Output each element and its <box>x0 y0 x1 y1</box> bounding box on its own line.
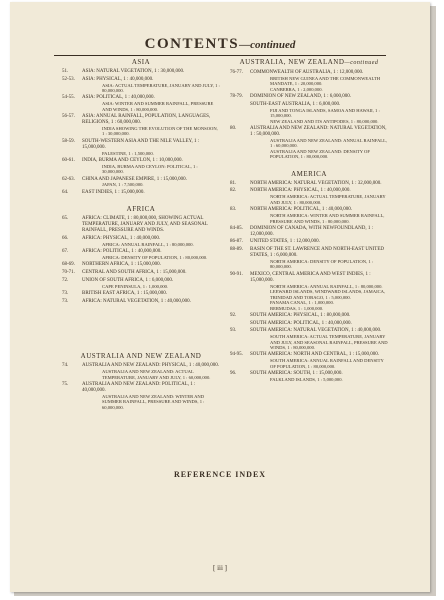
entry-subtitle: BRITISH NEW GUINEA AND THE COMMONWEALTH MANDATE, 1 : 20,000,000. <box>270 75 381 87</box>
contents-entry <box>230 226 388 238</box>
entry-plate-number: 66. <box>62 235 69 241</box>
entry-subtitle: LEEWARD ISLANDS, WINDWARD ISLANDS, JAMAICA, TRINIDAD AND TOBAGO, 1 : 5,000,000. <box>270 289 386 300</box>
entry-title: NORTH AMERICA: NATURAL VEGETATION, 1 : 32,000,000. <box>250 180 382 186</box>
entry-plate-number: 96. <box>230 371 237 377</box>
contents-entry <box>62 77 220 94</box>
entry-plate-number: 54-55. <box>62 95 75 101</box>
contents-entry <box>62 363 220 380</box>
contents-entry <box>62 270 220 276</box>
entry-title: SOUTH AMERICA: NATURAL VEGETATION, 1 : 40,000,000. <box>250 328 382 334</box>
entry-plate-number: 78-79. <box>230 94 243 100</box>
entry-title: CHINA AND JAPANESE EMPIRE, 1 : 15,000,000. <box>82 176 187 182</box>
entry-subtitle: INDIA, BURMA AND CEYLON: POLITICAL, 1 : 30,000,000. <box>102 163 198 175</box>
entry-title: UNITED STATES, 1 : 12,000,000. <box>250 239 320 245</box>
contents-entry <box>62 382 220 410</box>
entry-title: SOUTH AMERICA: SOUTH, 1 : 15,000,000. <box>250 371 343 377</box>
contents-entry <box>230 321 388 327</box>
contents-entry <box>62 139 220 156</box>
contents-entry <box>62 216 220 234</box>
contents-entry <box>62 249 220 260</box>
section-title-australia-nz: AUSTRALIA, NEW ZEALAND <box>239 58 345 66</box>
entry-plate-number: 75. <box>62 382 69 388</box>
entry-plate-number: 74. <box>62 363 69 369</box>
entry-plate-number: 93. <box>230 328 237 334</box>
entry-subtitle: AUSTRALIA AND NEW ZEALAND: ANNUAL RAINFALL, 1 : 60,000,000. <box>270 137 388 149</box>
entry-subtitle: CAPE PENINSULA, 1 : 1,000,000. <box>102 283 169 289</box>
entry-title: AFRICA: POLITICAL, 1 : 40,000,000. <box>82 249 162 255</box>
entry-title: AFRICA: CLIMATE, 1 : 80,000,000, SHOWING ACTUAL TEMPERATURE, JANUARY AND JULY, AND SEASONAL RAINFALL, PRESSURE AND WINDS. <box>82 216 208 234</box>
entry-subtitle: NORTH AMERICA: ANNUAL RAINFALL, 1 : 80,000,000. <box>270 283 383 289</box>
entry-plate-number: 58-59. <box>62 138 75 144</box>
entry-title: DOMINION OF CANADA, WITH NEWFOUNDLAND, 1 : 12,000,000. <box>250 225 373 237</box>
entry-plate-number: 73. <box>62 290 69 296</box>
entry-plate-number: 52-53. <box>62 76 75 82</box>
entry-plate-number: 81. <box>230 180 237 186</box>
title-continued: —continued <box>239 39 296 51</box>
entry-subtitle: NORTH AMERICA: DENSITY OF POPULATION, 1 : 80,000,000. <box>270 258 374 270</box>
contents-entry <box>62 291 220 297</box>
contents-entry <box>230 102 388 124</box>
entry-title: SOUTH AMERICA: POLITICAL, 1 : 40,000,000. <box>250 320 352 326</box>
section-title-africa: AFRICA <box>126 205 156 214</box>
entry-title: CENTRAL AND SOUTH AFRICA, 1 : 15,000,000. <box>82 270 187 276</box>
entry-title: SOUTH AMERICA: NORTH AND CENTRAL, 1 : 15,000,000. <box>250 352 380 358</box>
left-column <box>62 58 220 412</box>
contents-entry <box>230 207 388 224</box>
contents-entry <box>62 299 220 305</box>
entry-subtitle: PANAMA CANAL, 1 : 1,000,000. <box>270 300 334 306</box>
entry-plate-number: 72. <box>62 277 69 283</box>
entry-title: AUSTRALIA AND NEW ZEALAND: NATURAL VEGETATION, 1 : 50,000,000. <box>250 126 387 138</box>
entry-subtitle: CANBERRA, 1 : 2,000,000. <box>270 86 323 92</box>
entry-subtitle: SOUTH AMERICA: ACTUAL TEMPERATURE, JANUARY AND JULY, AND SEASONAL RAINFALL, PRESSURE AND WINDS, 1 : 80,000,000. <box>270 334 388 351</box>
entry-plate-number: 60-61. <box>62 157 75 163</box>
entry-title: ASIA: ANNUAL RAINFALL, POPULATION, LANGUAGES, RELIGIONS, 1 : 60,000,000. <box>82 114 211 126</box>
entry-plate-number: 51. <box>62 69 69 74</box>
contents-entry <box>230 188 388 205</box>
right-column <box>230 58 388 384</box>
title-rule <box>54 55 386 56</box>
title-text: CONTENTS <box>144 36 240 52</box>
contents-entry <box>230 272 388 311</box>
entry-plate-number: 90-91. <box>230 271 243 277</box>
entry-title: AUSTRALIA AND NEW ZEALAND: PHYSICAL, 1 : 40,000,000. <box>82 363 219 369</box>
entry-subtitle: SOUTH AMERICA: ANNUAL RAINFALL AND DENSITY OF POPULATION, 1 : 80,000,000. <box>270 358 384 369</box>
contents-entry <box>62 278 220 289</box>
entry-title: ASIA: NATURAL VEGETATION, 1 : 30,000,000. <box>82 69 185 74</box>
section-title-australia: AUSTRALIA AND NEW ZEALAND <box>80 352 202 361</box>
entry-plate-number: 92. <box>230 312 237 318</box>
entry-plate-number: 83. <box>230 207 237 213</box>
page-title <box>10 36 430 53</box>
entry-plate-number: 68-69. <box>62 262 75 268</box>
document-page <box>10 2 430 592</box>
section-title-america: AMERICA <box>291 169 327 178</box>
entry-subtitle: INDIA SHOWING THE EVOLUTION OF THE MONSOON, 1 : 30,000,000. <box>102 125 218 137</box>
entry-title: MEXICO, CENTRAL AMERICA AND WEST INDIES, 1 : 15,000,000. <box>250 271 371 283</box>
entry-list-america <box>230 181 388 383</box>
entry-plate-number: 70-71. <box>62 270 75 276</box>
entry-title: AFRICA: PHYSICAL, 1 : 40,000,000. <box>82 235 161 241</box>
entry-plate-number: 65. <box>62 216 69 222</box>
entry-subtitle: BERMUDAS, 1 : 1,000,000. <box>270 305 324 311</box>
contents-entry <box>230 181 388 187</box>
contents-entry <box>62 236 220 247</box>
contents-entry <box>230 94 388 100</box>
entry-subtitle: FALKLAND ISLANDS, 1 : 5,000,000. <box>270 377 343 383</box>
entry-subtitle: AUSTRALIA AND NEW ZEALAND: WINTER AND SUMMER RAINFALL, PRESSURE AND WINDS, 1 : 60,000,000. <box>102 393 205 410</box>
entry-plate-number: 88-89. <box>230 247 243 253</box>
entry-title: ASIA: PHYSICAL, 1 : 40,000,000. <box>82 76 154 82</box>
entry-subtitle: JAPAN, 1 : 7,500,000. <box>102 182 144 188</box>
entry-subtitle: FIJI AND TONGA ISLANDS, SAMOA AND HAWAII, 1 : 15,000,000. <box>270 107 380 119</box>
contents-entry <box>230 313 388 319</box>
contents-entry <box>62 177 220 188</box>
entry-subtitle: PALESTINE, 1 : 1,500,000. <box>102 150 154 156</box>
contents-entry <box>230 352 388 369</box>
contents-entry <box>62 114 220 137</box>
entry-title: BRITISH EAST AFRICA, 1 : 15,000,000. <box>82 290 168 296</box>
contents-entry <box>62 158 220 175</box>
entry-subtitle: AUSTRALIA AND NEW ZEALAND: ACTUAL TEMPERATURE, JANUARY AND JULY, 1 : 60,000,000. <box>102 369 211 380</box>
entry-title: INDIA, BURMA AND CEYLON, 1 : 10,000,000. <box>82 157 183 163</box>
entry-plate-number: 67. <box>62 249 69 255</box>
entry-title: NORTH AMERICA: POLITICAL, 1 : 40,000,000. <box>250 207 353 213</box>
entry-plate-number: 73. <box>62 298 69 304</box>
entry-title: AUSTRALIA AND NEW ZEALAND: POLITICAL, 1 : 40,000,000. <box>82 382 196 393</box>
entry-plate-number: 56-57. <box>62 114 75 120</box>
entry-title: BASIN OF THE ST. LAWRENCE AND NORTH-EAST UNITED STATES, 1 : 6,000,000. <box>250 247 385 259</box>
entry-plate-number: 94-95. <box>230 352 243 358</box>
entry-plate-number: 84-85. <box>230 225 243 231</box>
entry-plate-number: 80. <box>230 126 237 132</box>
entry-plate-number: 64. <box>62 189 69 195</box>
entry-title: EAST INDIES, 1 : 15,000,000. <box>82 189 145 195</box>
entry-title: UNION OF SOUTH AFRICA, 1 : 6,000,000. <box>82 277 174 283</box>
entry-title: SOUTH AMERICA: PHYSICAL, 1 : 80,000,000. <box>250 312 351 318</box>
contents-entry <box>62 190 220 196</box>
entry-plate-number: 62-63. <box>62 176 75 182</box>
contents-entry <box>62 262 220 268</box>
contents-entry <box>230 239 388 245</box>
section-title-asia: ASIA <box>131 58 151 66</box>
entry-subtitle: AFRICA: ANNUAL RAINFALL, 1 : 80,000,000. <box>102 241 194 247</box>
section-title-australia-continued <box>230 58 388 68</box>
contents-entry <box>230 126 388 160</box>
entry-list-asia <box>62 69 220 196</box>
contents-entry <box>230 371 388 382</box>
reference-index-heading: REFERENCE INDEX <box>173 470 267 479</box>
entry-subtitle: AFRICA: DENSITY OF POPULATION, 1 : 80,000,000. <box>102 255 208 261</box>
section-continued: —continued <box>344 60 379 66</box>
entry-title: NORTH AMERICA: PHYSICAL, 1 : 40,000,000. <box>250 188 351 194</box>
entry-plate-number: 76-77. <box>230 70 243 75</box>
entry-plate-number: 82. <box>230 188 237 194</box>
entry-title: SOUTH-WESTERN ASIA AND THE NILE VALLEY, 1 : 15,000,000. <box>82 138 200 150</box>
entry-title: NORTHERN AFRICA, 1 : 15,000,000. <box>82 262 161 268</box>
entry-subtitle: AUSTRALIA AND NEW ZEALAND: DENSITY OF POPULATION, 1 : 80,000,000. <box>270 148 370 160</box>
entry-title: AFRICA: NATURAL VEGETATION, 1 : 40,000,000. <box>82 298 191 304</box>
entry-subtitle: NORTH AMERICA: WINTER AND SUMMER RAINFALL, PRESSURE AND WINDS, 1 : 80,000,000. <box>270 213 385 224</box>
entry-subtitle: ASIA: ACTUAL TEMPERATURE, JANUARY AND JULY, 1 : 80,000,000. <box>102 82 220 94</box>
entry-list-australia <box>62 363 220 410</box>
entry-subtitle: NORTH AMERICA: ACTUAL TEMPERATURE, JANUARY AND JULY, 1 : 80,000,000. <box>270 194 386 205</box>
contents-entry <box>230 247 388 270</box>
page-number: [ iii ] <box>213 564 227 572</box>
contents-entry <box>230 70 388 92</box>
entry-subtitle: NEW ZEALAND AND ITS ANTIPODES, 1 : 80,000,000. <box>270 118 379 124</box>
entry-plate-number: 86-87. <box>230 239 243 245</box>
entry-title: ASIA: POLITICAL, 1 : 40,000,000. <box>82 95 155 101</box>
entry-list-africa <box>62 216 220 304</box>
entry-title: DOMINION OF NEW ZEALAND, 1 : 6,000,000. <box>250 94 352 100</box>
entry-title: COMMONWEALTH OF AUSTRALIA, 1 : 12,000,000. <box>250 70 364 75</box>
entry-title: SOUTH-EAST AUSTRALIA, 1 : 6,000,000. <box>250 101 341 107</box>
contents-entry <box>62 95 220 112</box>
contents-entry <box>62 69 220 75</box>
entry-subtitle: ASIA: WINTER AND SUMMER RAINFALL, PRESSURE AND WINDS, 1 : 80,000,000. <box>102 101 214 112</box>
entry-list-australia-continued <box>230 70 388 160</box>
contents-entry <box>230 328 388 350</box>
